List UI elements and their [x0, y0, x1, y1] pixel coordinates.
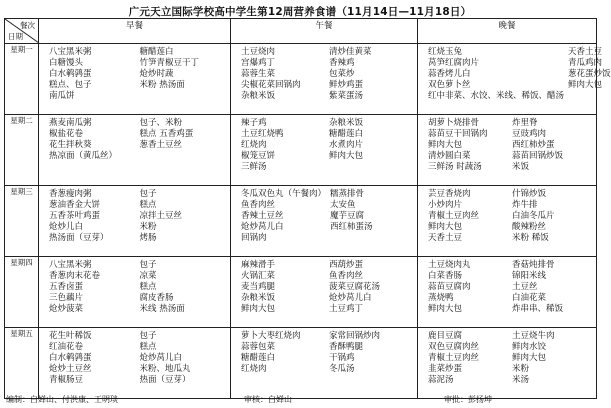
- breakfast-items-left: [49, 118, 136, 162]
- dish-item: 鹿目豆腐: [428, 331, 463, 341]
- dish-item: 鲜肉大包: [428, 304, 463, 314]
- dish-item: 蒜泥汤: [428, 375, 454, 385]
- dish-item: 糕点: [139, 282, 157, 292]
- dish-item: 香葱瘦肉粥: [49, 189, 92, 199]
- dish-item: 鲜肉大包: [512, 353, 547, 363]
- lunch-items-right: [329, 118, 413, 173]
- dish-item: 葱油香金大饼: [49, 200, 101, 210]
- meal-table: [4, 18, 611, 399]
- header-dinner: 晚餐: [418, 19, 597, 44]
- dish-item: 米饭: [512, 162, 530, 172]
- lunch-items-left: [241, 260, 325, 315]
- lunch-items-right: [329, 47, 413, 102]
- breakfast-cell: [39, 186, 231, 257]
- dish-item: 八宝黑米粥: [49, 47, 92, 57]
- dish-item: 炝炒儿白: [49, 222, 84, 232]
- dish-item: 韭菜炒蛋: [428, 364, 463, 374]
- dinner-cell: [418, 115, 597, 186]
- dish-item: 火锅汇菜: [241, 271, 276, 281]
- breakfast-items-right: [140, 331, 227, 386]
- dish-item: 小炒肉片: [428, 200, 463, 210]
- dish-item: 白油花菜: [512, 293, 547, 303]
- header-corner: [5, 19, 39, 44]
- dish-item: 米粉、地瓜丸: [139, 364, 191, 374]
- dish-item: 炝炒土豆丝: [49, 364, 92, 374]
- breakfast-items-right: [140, 260, 227, 315]
- lunch-items-right: [330, 189, 413, 244]
- dinner-cell: [418, 44, 611, 115]
- dish-item: 红烧肉: [241, 364, 267, 374]
- breakfast-items-right: [140, 47, 227, 102]
- dish-item: 蒜苗豆腐肉: [428, 282, 471, 292]
- breakfast-cell: [39, 115, 231, 186]
- dish-item: 热凉面（黄瓜丝）: [49, 151, 118, 161]
- dish-item: 青椒土豆肉丝: [428, 211, 480, 221]
- dinner-items-right: [512, 260, 592, 315]
- dish-item: 竹笋青椒豆干丁: [139, 58, 200, 68]
- day-row: [5, 186, 597, 257]
- dish-item: 土豆丝: [512, 282, 538, 292]
- dish-item: 土豆烧肉丸: [428, 260, 471, 270]
- day-label: 星期四: [5, 257, 39, 328]
- dish-item: 西葫炒蛋: [329, 260, 364, 270]
- lunch-cell: [231, 186, 418, 257]
- dish-item: 糕点 五香鸡蛋: [139, 129, 194, 139]
- dish-item: 花生叶稀饭: [49, 331, 92, 341]
- dish-item: 魔芋豆腐: [330, 211, 365, 221]
- dish-item: 天香土豆: [428, 233, 463, 243]
- dinner-items-left: [428, 331, 508, 386]
- dish-item: 双色豆腐肉丝: [428, 342, 480, 352]
- dish-item: 烤肠: [139, 233, 157, 243]
- dish-item: 土豆烧牛肉: [512, 331, 555, 341]
- dish-item: 西红柿蛋汤: [330, 222, 373, 232]
- dish-item: 清炒佳黄菜: [329, 47, 372, 57]
- dish-item: 包子、米粉: [139, 118, 183, 128]
- dish-item: 炝炒莴儿白: [241, 222, 284, 232]
- header-date-label: 日期: [8, 32, 23, 41]
- dish-item: 冬瓜双色丸（午餐肉）: [241, 189, 327, 199]
- dish-item: 炝炒时蔬: [139, 69, 174, 79]
- lunch-cell: [231, 328, 418, 399]
- dish-item: 热面（豆芽）: [139, 375, 191, 385]
- dish-item: 杂粮米饭: [241, 91, 276, 101]
- dish-item: 红烧玉兔: [428, 47, 463, 57]
- lunch-items-left: [241, 189, 326, 244]
- dish-item: 清炒圆白菜: [428, 151, 471, 161]
- dish-item: 青椒肠豆: [49, 375, 84, 385]
- dish-item: 干锅鸡: [329, 353, 355, 363]
- dish-item: 香葱肉末花卷: [49, 271, 101, 281]
- menu-title: 广元天立国际学校高中学生第12周营养食谱（11月14日—11月18日）: [128, 6, 472, 18]
- dish-item: 包子: [139, 331, 157, 341]
- dish-item: 鲜肉大包: [428, 222, 463, 232]
- dish-item: 糯蒸排骨: [330, 189, 365, 199]
- footer: [4, 393, 596, 406]
- dish-item: 白菜香肠: [428, 271, 463, 281]
- breakfast-items-right: [140, 189, 227, 244]
- breakfast-cell: [39, 328, 231, 399]
- dish-item: 八宝黑米粥: [49, 260, 92, 270]
- breakfast-items-left: [49, 189, 136, 244]
- lunch-cell: [231, 257, 418, 328]
- lunch-cell: [231, 44, 418, 115]
- dish-item: 尖椒花菜回锅肉: [241, 80, 301, 90]
- dinner-items-left: [428, 260, 508, 315]
- dish-item: 菠菜豆腐花汤: [329, 282, 381, 292]
- breakfast-items-right: [140, 118, 227, 162]
- dish-item: 南瓜饼: [49, 91, 75, 101]
- dish-item: 米粉: [512, 364, 530, 374]
- breakfast-items-left: [49, 260, 136, 315]
- dish-item: 葱花蛋炒饭: [568, 69, 611, 79]
- dish-item: 凉菜: [139, 271, 157, 281]
- lunch-items-left: [241, 47, 325, 102]
- dish-item: 三色藕片: [49, 293, 84, 303]
- day-label: 星期一: [5, 44, 39, 115]
- dish-item: 鲜肉大包: [329, 151, 364, 161]
- dish-item: 鲜肉水饺: [512, 342, 547, 352]
- day-label: 星期五: [5, 328, 39, 399]
- dish-item: 天香土豆: [568, 47, 603, 57]
- dish-item: 包子: [139, 189, 157, 199]
- dinner-cell: [418, 328, 597, 399]
- day-label: 星期三: [5, 186, 39, 257]
- dish-item: 白水鹌鹑蛋: [49, 69, 92, 79]
- dish-item: 太安鱼: [330, 200, 356, 210]
- dish-item: 腐皮香肠: [139, 293, 174, 303]
- day-label: 星期二: [5, 115, 39, 186]
- dish-item: 鱼香肉丝: [241, 200, 276, 210]
- dish-item: 蒜香烤儿白: [428, 69, 471, 79]
- dish-item: 蒜苗豆干回锅肉: [428, 129, 488, 139]
- dish-item: 红烧肉: [241, 140, 267, 150]
- dish-item: 三鲜汤: [241, 162, 267, 172]
- dish-item: 米粉 热汤面: [139, 80, 185, 90]
- dish-item: 水煮肉片: [329, 140, 364, 150]
- dish-item: 辣子鸡: [241, 118, 267, 128]
- lunch-items-right: [329, 331, 413, 375]
- dish-item: 五香茶叶鸡蛋: [49, 211, 101, 221]
- dinner-items-left: [428, 47, 564, 102]
- dish-item: 蒜蓉包菜: [241, 342, 276, 352]
- footer-editors: 编制：白婵山、付洪康、王明琰: [6, 395, 118, 404]
- dish-item: 双色萝卜丝: [428, 80, 471, 90]
- dish-item: 蒜蓉生菜: [241, 69, 276, 79]
- breakfast-cell: [39, 257, 231, 328]
- lunch-cell: [231, 115, 418, 186]
- dish-item: 蒸烧鸭: [428, 293, 454, 303]
- dish-item: 香辣土豆丝: [241, 211, 284, 221]
- dish-item: 椒笼豆饼: [241, 151, 276, 161]
- dish-item: 鲜炒鸡蛋: [329, 80, 364, 90]
- dish-item: 麦当鸡腿: [241, 282, 276, 292]
- dish-item: 炝炒莴儿白: [329, 293, 372, 303]
- dish-item: 五香卤蛋: [49, 282, 84, 292]
- dish-item: 米粉: [139, 222, 157, 232]
- lunch-items-left: [241, 331, 325, 375]
- dinner-items-right: [568, 47, 611, 102]
- dinner-cell: [418, 257, 597, 328]
- dish-item: 蒜苗回锅炒饭: [512, 151, 564, 161]
- dish-item: 炝炒莴儿白: [139, 353, 183, 363]
- dish-item: 椒盐花卷: [49, 129, 84, 139]
- dish-item: 宫爆鸡丁: [241, 58, 276, 68]
- dish-item: 冬瓜汤: [329, 364, 355, 374]
- dish-item: 糖醋莲白: [139, 47, 174, 57]
- dish-item: 白水鹌鹑蛋: [49, 353, 92, 363]
- dish-item: 鲜肉大包: [428, 140, 463, 150]
- dish-item: 鲜肉大包: [568, 80, 603, 90]
- dinner-items-right: [512, 331, 592, 386]
- dish-item: 芸豆香烧肉: [428, 189, 471, 199]
- dish-item: 白油冬瓜片: [512, 211, 555, 221]
- dish-item: 包子: [139, 260, 157, 270]
- dish-item: 糕点: [139, 342, 157, 352]
- day-row: [5, 257, 597, 328]
- dish-item: 萝卜大枣红烧肉: [241, 331, 301, 341]
- dish-item: 杂粮米饭: [241, 293, 276, 303]
- dish-item: 香辣鸡: [329, 58, 355, 68]
- dish-item: 鱼香肉丝: [329, 271, 364, 281]
- dinner-items-right: [512, 118, 592, 173]
- dish-item: 米线 热汤面: [139, 304, 185, 314]
- lunch-items-left: [241, 118, 325, 173]
- breakfast-cell: [39, 44, 231, 115]
- dish-item: 回锅肉: [241, 233, 267, 243]
- day-row: [5, 328, 597, 399]
- dish-item: 糕点: [139, 200, 157, 210]
- day-row: [5, 115, 597, 186]
- dish-item: 青椒土豆肉丝: [428, 353, 480, 363]
- dish-item: 家常回锅炒肉: [329, 331, 381, 341]
- dish-item: 土豆红烧鸭: [241, 129, 284, 139]
- dish-item: 鲜肉大包: [241, 304, 276, 314]
- dish-item: 土豆烧肉: [241, 47, 276, 57]
- dish-item: 红油花卷: [49, 342, 84, 352]
- dish-item: 莴笋红腐肉片: [428, 58, 480, 68]
- dish-item: 糕点、包子: [49, 80, 92, 90]
- header-lunch: 午餐: [231, 19, 418, 44]
- dish-item: 紫菜蛋汤: [329, 91, 364, 101]
- footer-approver: 审批：彭扬坤: [444, 395, 492, 404]
- dish-item: 凉拌土豆丝: [139, 211, 183, 221]
- dinner-cell: [418, 186, 597, 257]
- header-breakfast: 早餐: [39, 19, 231, 44]
- dish-item: 炸里脊: [512, 118, 538, 128]
- dish-item: 包菜炒: [329, 69, 355, 79]
- dinner-items-left: [428, 118, 508, 173]
- dish-item: 米粉 稀饭: [512, 233, 549, 243]
- dish-item: 红中非菜、水饺、米线、稀饭、醋汤: [428, 91, 565, 101]
- day-row: [5, 44, 597, 115]
- dish-item: 炸牛排: [512, 200, 538, 210]
- breakfast-items-left: [49, 47, 136, 102]
- dish-item: 白糖馒头: [49, 58, 84, 68]
- dish-item: 西红柿炒蛋: [512, 140, 555, 150]
- dish-item: 葱香土豆丝: [139, 140, 183, 150]
- dish-item: 糖醋莲白: [241, 353, 276, 363]
- dish-item: 花生拌秋葵: [49, 140, 92, 150]
- dinner-items-left: [428, 189, 508, 244]
- dish-item: 香酥鸭腿: [329, 342, 364, 352]
- dish-item: 燕麦南瓜粥: [49, 118, 92, 128]
- dish-item: 豆豉鸡肉: [512, 129, 547, 139]
- lunch-items-right: [329, 260, 413, 315]
- dish-item: 杂粮米饭: [329, 118, 364, 128]
- dish-item: 糖醋莲白: [329, 129, 364, 139]
- header-meal-label: 餐次: [20, 21, 35, 30]
- dish-item: 土豆鸡丁: [329, 304, 364, 314]
- dish-item: 米汤: [512, 375, 530, 385]
- dish-item: 什锦炒饭: [512, 189, 547, 199]
- footer-reviewer: 审核：白婵山: [244, 395, 292, 404]
- dish-item: 胡萝卜烧排骨: [428, 118, 480, 128]
- dish-item: 青瓜鸡肉: [568, 58, 603, 68]
- dish-item: 麻辣滑手: [241, 260, 276, 270]
- dinner-items-right: [512, 189, 592, 244]
- dish-item: 炝炒菠菜: [49, 304, 84, 314]
- dish-item: 酸辣粉丝: [512, 222, 547, 232]
- dish-item: 香菇炖排骨: [512, 260, 555, 270]
- dish-item: 锦阳米线: [512, 271, 547, 281]
- dish-item: 炸串串、稀饭: [512, 304, 564, 314]
- dish-item: 三鲜汤 时蔬汤: [428, 162, 482, 172]
- breakfast-items-left: [49, 331, 136, 386]
- dish-item: 热汤面（豆芽）: [49, 233, 109, 243]
